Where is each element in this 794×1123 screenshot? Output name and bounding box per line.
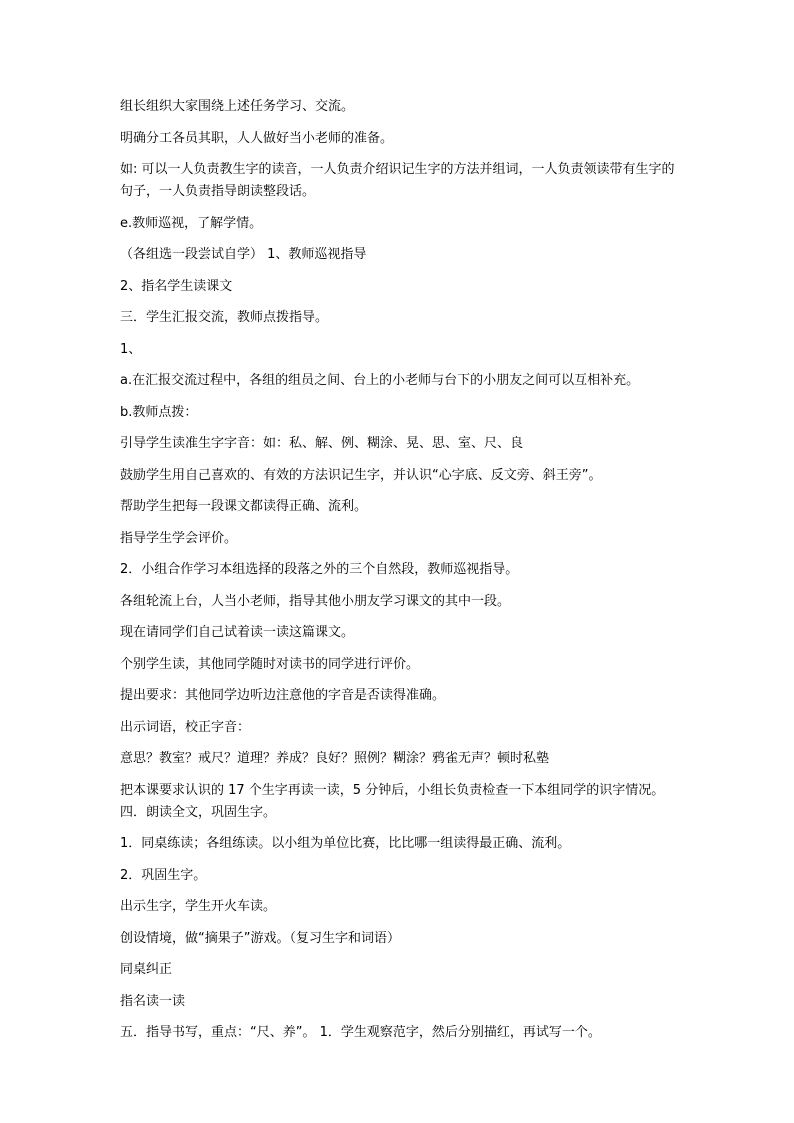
paragraph: 提出要求：其他同学边听边注意他的字音是否读得准确。 — [120, 688, 446, 703]
paragraph: 出示词语，校正字音： — [120, 719, 251, 735]
paragraph: 创设情境，做“摘果子”游戏。（复习生字和词语） — [120, 930, 400, 946]
paragraph: 指名读一读 — [120, 993, 186, 1009]
paragraph: e.教师巡视，了解学情。 — [120, 215, 263, 231]
paragraph: 把本课要求认识的 17 个生字再读一读，5 分钟后，小组长负责检查一下本组同学的识字情况。 四．朗读全文，巩固生字。 — [120, 782, 665, 820]
paragraph: 出示生字，学生开火车读。 — [120, 899, 277, 914]
paragraph: 现在请同学们自己试着读一读这篇课文。 — [120, 625, 355, 640]
paragraph: 2．巩固生字。 — [120, 867, 207, 883]
paragraph: 组长组织大家围绕上述任务学习、交流。 — [120, 99, 355, 114]
document-body — [120, 96, 680, 1054]
section-heading: 五．指导书写，重点：“尺、养”。 1．学生观察范字，然后分别描红，再试写一个。 — [120, 1025, 601, 1040]
paragraph: 如: 可以一人负责教生字的读音，一人负责介绍识记生字的方法并组词，一人负责领读带有生字的句子，一人负责指导朗读整段话。 — [120, 162, 675, 199]
paragraph: 鼓励学生用自己喜欢的、有效的方法识记生字，并认识“心字底、反文旁、斜王旁”。 — [120, 467, 602, 483]
paragraph: a.在汇报交流过程中，各组的组员之间、台上的小老师与台下的小朋友之间可以互相补充。 — [120, 373, 640, 388]
paragraph: 同桌纠正 — [120, 962, 173, 977]
paragraph: 个别学生读，其他同学随时对读书的同学进行评价。 — [120, 656, 420, 672]
paragraph: 2、指名学生读课文 — [120, 278, 233, 294]
paragraph: 2．小组合作学习本组选择的段落之外的三个自然段，教师巡视指导。 — [120, 562, 519, 577]
paragraph: 1．同桌练读；各组练读。以小组为单位比赛，比比哪一组读得最正确、流利。 — [120, 836, 571, 851]
paragraph: （各组选一段尝试自学） 1、教师巡视指导 — [120, 247, 367, 262]
word-list: 意思？教室？戒尺？道理？养成？良好？照例？糊涂？鸦雀无声？顿时私塾 — [120, 751, 550, 766]
paragraph: b.教师点拨： — [120, 404, 198, 420]
paragraph: 引导学生读准生字字音：如：私、解、例、糊涂、晃、思、室、尺、良 — [120, 436, 524, 451]
paragraph: 明确分工各员其职，人人做好当小老师的准备。 — [120, 130, 394, 146]
paragraph: 1、 — [120, 341, 142, 357]
paragraph: 指导学生学会评价。 — [120, 530, 238, 546]
section-heading: 三．学生汇报交流，教师点拨指导。 — [120, 310, 329, 325]
paragraph: 各组轮流上台，人当小老师，指导其他小朋友学习课文的其中一段。 — [120, 593, 511, 609]
paragraph: 帮助学生把每一段课文都读得正确、流利。 — [120, 499, 368, 514]
